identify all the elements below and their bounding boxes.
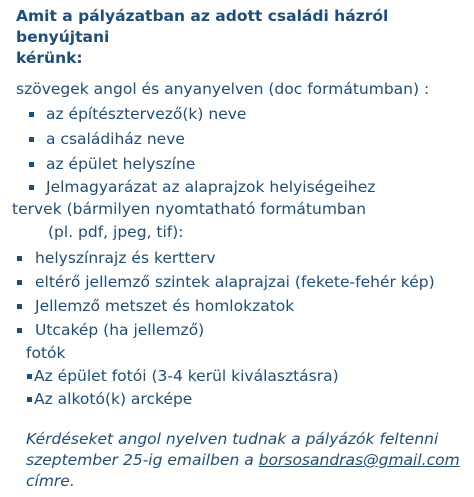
list-item-legend: Jelmagyarázat az alaprajzok helyiségeihez — [46, 178, 376, 196]
list-item-house-name: a családiház neve — [46, 130, 185, 148]
plans-line-2: (pl. pdf, jpeg, tif): — [48, 223, 184, 241]
footer-line-3: címre. — [26, 472, 75, 490]
list-item-building-photos: Az épület fotói (3-4 kerül kiválasztásra) — [34, 367, 339, 385]
bullet-icon — [27, 374, 32, 379]
email-link[interactable]: borsosandras@gmail.com — [258, 451, 460, 469]
footer-line-1: Kérdéseket angol nyelven tudnak a pályázók feltenni — [26, 430, 439, 448]
footer-line-2-text: szeptember 25-ig emailben a — [26, 451, 259, 469]
bullet-icon — [17, 280, 22, 285]
list-item-author-portrait: Az alkotó(k) arcképe — [34, 390, 193, 408]
plans-line-1: tervek (bármilyen nyomtatható formátumban — [12, 200, 367, 218]
list-item-floor-plans: eltérő jellemző szintek alaprajzai (fekete-fehér kép) — [35, 273, 435, 291]
list-item-architect-name: az építésztervező(k) neve — [46, 105, 247, 123]
bullet-icon — [29, 137, 34, 142]
footer-note — [26, 429, 466, 492]
texts-intro: szövegek angol és anyanyelven (doc formátumban) : — [16, 80, 430, 98]
heading-line-1: Amit a pályázatban az adott családi házról benyújtani — [16, 7, 389, 46]
bullet-icon — [17, 256, 22, 261]
photos-label: fotók — [26, 344, 66, 362]
footer-line-2 — [26, 450, 466, 471]
bullet-icon — [29, 112, 34, 117]
bullet-icon — [17, 304, 22, 309]
bullet-icon — [17, 328, 22, 333]
list-item-sections: Jellemző metszet és homlokzatok — [35, 297, 295, 315]
list-item-streetscape: Utcakép (ha jellemző) — [35, 321, 205, 339]
list-item-site-plan: helyszínrajz és kertterv — [35, 249, 216, 267]
bullet-icon — [29, 185, 34, 190]
heading — [16, 6, 466, 69]
bullet-icon — [27, 397, 32, 402]
list-item-building-location: az épület helyszíne — [46, 155, 196, 173]
bullet-icon — [29, 162, 34, 167]
heading-line-2: kérünk: — [16, 49, 83, 67]
